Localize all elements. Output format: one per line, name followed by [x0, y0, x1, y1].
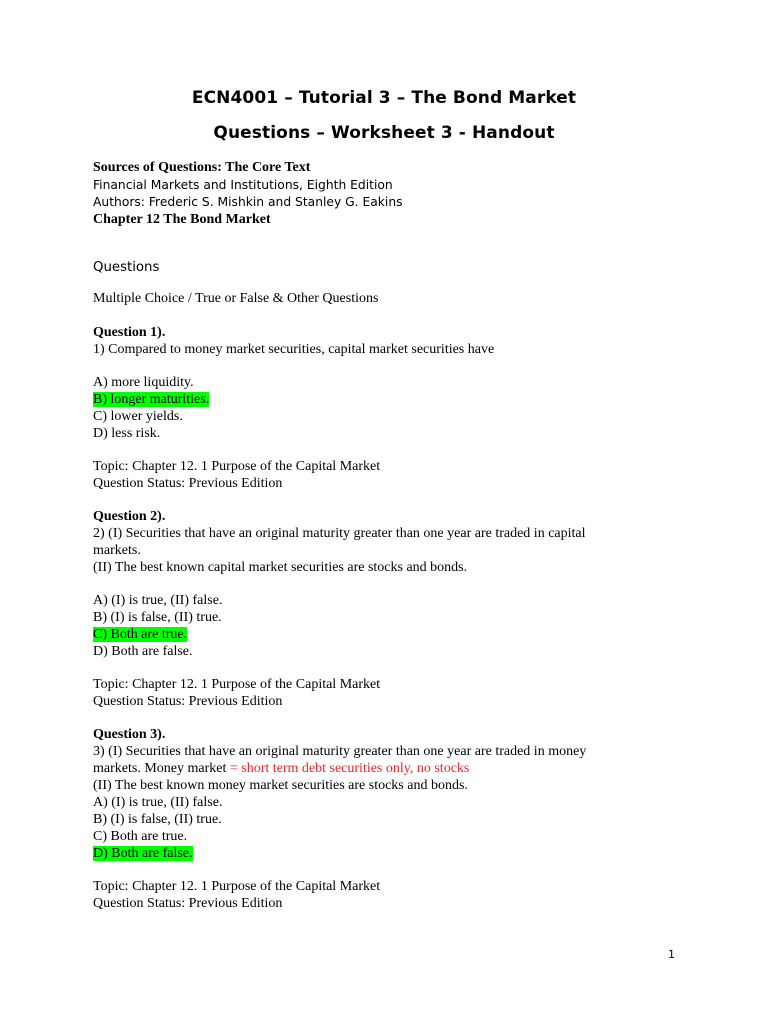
highlighted-answer: B) longer maturities. — [93, 392, 210, 407]
question-3-label: Question 3). — [93, 727, 166, 742]
question-3-text-line2 — [93, 760, 469, 777]
sources-book: Financial Markets and Institutions, Eighth Edition — [93, 178, 393, 192]
highlighted-answer: C) Both are true. — [93, 627, 188, 642]
question-2-option-b: B) (I) is false, (II) true. — [93, 610, 222, 625]
document-subtitle: Questions – Worksheet 3 - Handout — [213, 123, 555, 143]
question-2-option-a: A) (I) is true, (II) false. — [93, 593, 223, 608]
question-2-text-line2: markets. — [93, 543, 141, 558]
question-3-topic: Topic: Chapter 12. 1 Purpose of the Capital Market — [93, 879, 381, 894]
question-3-option-b: B) (I) is false, (II) true. — [93, 812, 222, 827]
question-2-label: Question 2). — [93, 509, 166, 524]
question-3-status: Question Status: Previous Edition — [93, 896, 283, 911]
section-heading: Questions — [93, 260, 160, 275]
question-1-text: 1) Compared to money market securities, capital market securities have — [93, 342, 495, 357]
question-2-text-line1: 2) (I) Securities that have an original maturity greater than one year are traded in capital — [93, 526, 586, 541]
question-3-option-a: A) (I) is true, (II) false. — [93, 795, 223, 810]
question-1-label: Question 1). — [93, 325, 166, 340]
question-1-option-a: A) more liquidity. — [93, 375, 194, 390]
sources-chapter: Chapter 12 The Bond Market — [93, 212, 271, 227]
page-number: 1 — [668, 948, 675, 961]
section-subheading: Multiple Choice / True or False & Other Questions — [93, 291, 379, 306]
sources-authors: Authors: Frederic S. Mishkin and Stanley G. Eakins — [93, 195, 403, 209]
question-2-status: Question Status: Previous Edition — [93, 694, 283, 709]
question-1-status: Question Status: Previous Edition — [93, 476, 283, 491]
question-3-text-line2-main: markets. Money market — [93, 761, 230, 776]
question-3-option-c: C) Both are true. — [93, 829, 188, 844]
annotation-note: = short term debt securities only, no stocks — [229, 761, 470, 776]
question-3-text-line3: (II) The best known money market securities are stocks and bonds. — [93, 778, 468, 793]
sources-label: Sources of Questions: The Core Text — [93, 160, 311, 175]
question-3-option-d — [93, 845, 193, 862]
question-1-topic: Topic: Chapter 12. 1 Purpose of the Capital Market — [93, 459, 381, 474]
question-2-option-d: D) Both are false. — [93, 644, 193, 659]
question-3-text-line1: 3) (I) Securities that have an original maturity greater than one year are traded in money — [93, 744, 587, 759]
document-title: ECN4001 – Tutorial 3 – The Bond Market — [191, 88, 577, 108]
question-1-option-b — [93, 391, 209, 408]
question-1-option-c: C) lower yields. — [93, 409, 183, 424]
question-2-option-c — [93, 626, 187, 643]
question-2-text-line3: (II) The best known capital market securities are stocks and bonds. — [93, 560, 468, 575]
question-1-option-d: D) less risk. — [93, 426, 161, 441]
highlighted-answer: D) Both are false. — [93, 846, 193, 861]
question-2-topic: Topic: Chapter 12. 1 Purpose of the Capital Market — [93, 677, 381, 692]
